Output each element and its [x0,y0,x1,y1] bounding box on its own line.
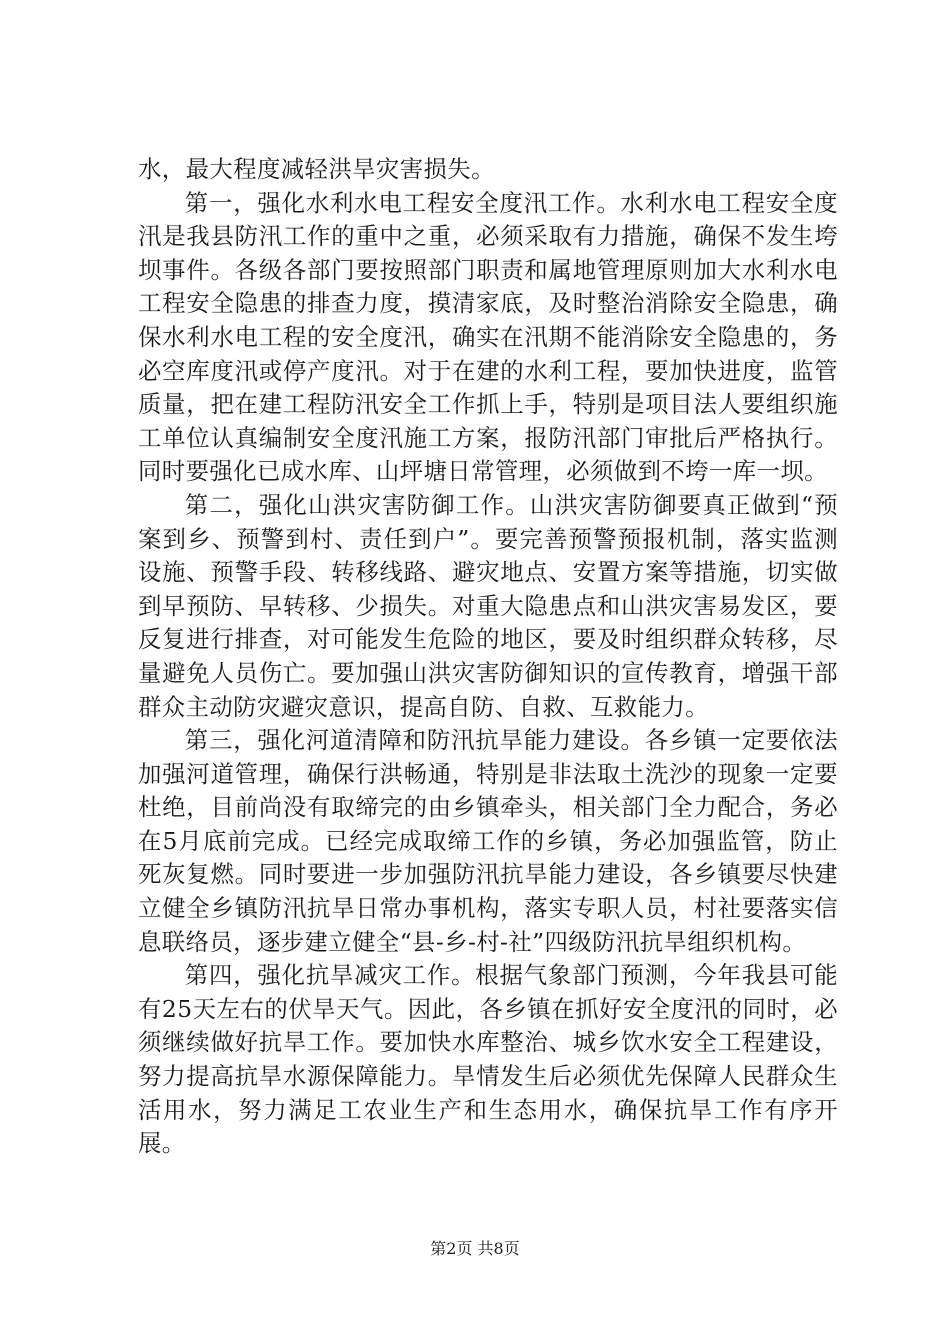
paragraph-item-2: 第二，强化山洪灾害防御工作。山洪灾害防御要真正做到“预案到乡、预警到村、责任到户”。要完善预警预报机制，落实监测设施、预警手段、转移线路、避灾地点、安置方案等措施，切实做到早预防、早转移、少损失。对重大隐患点和山洪灾害易发区，要反复进行排查，对可能发生危险的地区，要及时组织群众转移，尽量避免人员伤亡。要加强山洪灾害防御知识的宣传教育，增强干部群众主动防灾避灾意识，提高自防、自救、互救能力。 [138,490,838,721]
paragraph-item-4: 第四，强化抗旱减灾工作。根据气象部门预测，今年我县可能有25天左右的伏旱天气。因此，各乡镇在抓好安全度汛的同时，必须继续做好抗旱工作。要加快水库整治、城乡饮水安全工程建设，努力提高抗旱水源保障能力。旱情发生后必须优先保障人民群众生活用水，努力满足工农业生产和生态用水，确保抗旱工作有序开展。 [138,961,838,1158]
paragraph-item-3: 第三，强化河道清障和防汛抗旱能力建设。各乡镇一定要依法加强河道管理，确保行洪畅通，特别是非法取土洗沙的现象一定要杜绝，目前尚没有取缔完的由乡镇牵头，相关部门全力配合，务必在5月底前完成。已经完成取缔工作的乡镇，务必加强监管，防止死灰复燃。同时要进一步加强防汛抗旱能力建设，各乡镇要尽快建立健全乡镇防汛抗旱日常办事机构，落实专职人员，村社要落实信息联络员，逐步建立健全“县-乡-村-社”四级防汛抗旱组织机构。 [138,726,838,956]
paragraph-item-1: 第一，强化水利水电工程安全度汛工作。水利水电工程安全度汛是我县防汛工作的重中之重，必须采取有力措施，确保不发生垮坝事件。各级各部门要按照部门职责和属地管理原则加大水利水电工程安全隐患的排查力度，摸清家底，及时整治消除安全隐患，确保水利水电工程的安全度汛，确实在汛期不能消除安全隐患的，务必空库度汛或停产度汛。对于在建的水利工程，要加快进度，监管质量，把在建工程防汛安全工作抓上手，特别是项目法人要组织施工单位认真编制安全度汛施工方案，报防汛部门审批后严格执行。同时要强化已成水库、山坪塘日常管理，必须做到不垮一库一坝。 [138,188,838,486]
page-number-footer: 第2页 共8页 [430,1239,520,1258]
document-body [138,153,838,1161]
paragraph-continuation: 水，最大程度减轻洪旱灾害损失。 [138,155,495,183]
